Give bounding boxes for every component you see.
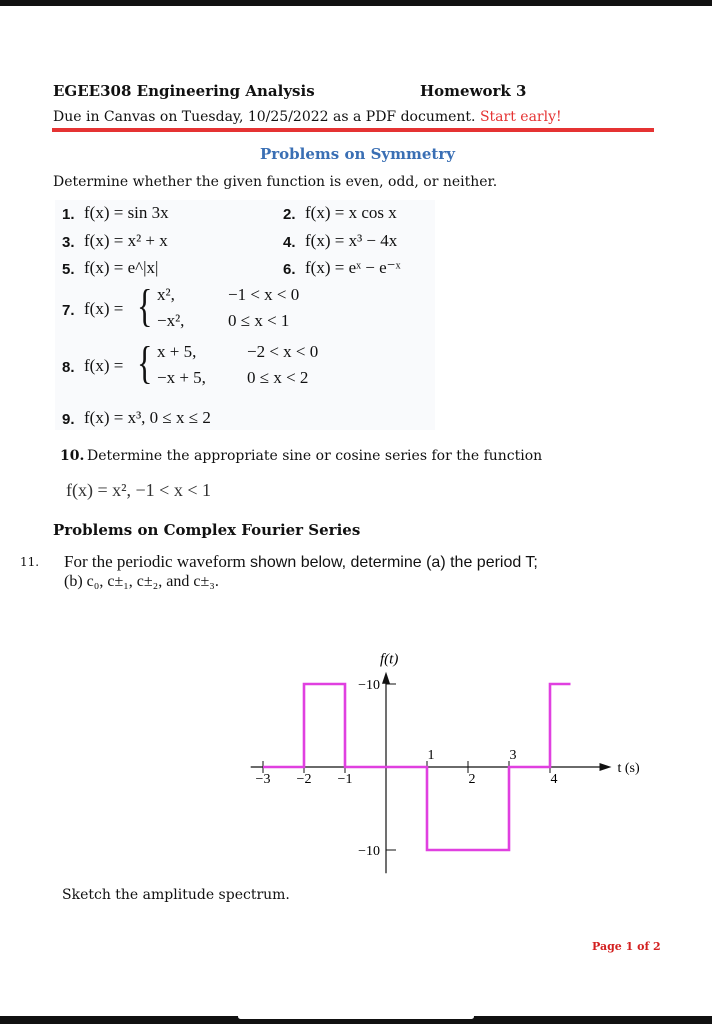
item-5-number: 5. [62, 261, 75, 278]
y-axis-label: f(t) [380, 651, 399, 668]
x-tick-label: 3 [509, 748, 517, 763]
due-text: Due in Canvas on Tuesday, 10/25/2022 as a PDF document. [53, 109, 476, 125]
y-axis-arrow [382, 672, 390, 684]
x-axis-arrow [600, 763, 612, 771]
complex-heading: Problems on Complex Fourier Series [53, 521, 361, 539]
home-indicator [238, 1014, 474, 1019]
x-tick-label: 4 [550, 772, 558, 787]
x-axis-label: t (s) [617, 761, 640, 776]
item-4-number: 4. [283, 234, 296, 251]
x-tick-label: 1 [427, 748, 435, 763]
item-1-expr: f(x) = sin 3x [84, 203, 169, 222]
y-tick-label: −10 [358, 678, 380, 693]
item-7-case-1-value: x², [157, 285, 175, 304]
due-line [53, 109, 562, 125]
x-tick-label: −3 [255, 772, 271, 787]
item-6-expr: f(x) = eˣ − e⁻ˣ [305, 258, 401, 277]
item-10-number: 10. [60, 448, 85, 464]
page-number: Page 1 of 2 [592, 940, 661, 953]
item-8-lhs: f(x) = [84, 356, 124, 375]
item-8-case-1-value: x + 5, [157, 342, 197, 361]
assignment-title: Homework 3 [420, 82, 527, 100]
due-emphasis: Start early! [479, 109, 562, 125]
item-6-number: 6. [283, 261, 296, 278]
item-2-number: 2. [283, 206, 296, 223]
item-7-case-1-range: −1 < x < 0 [228, 285, 300, 304]
item-7-case-2-range: 0 ≤ x < 1 [228, 311, 290, 330]
item-8-case-2-range: 0 ≤ x < 2 [247, 368, 309, 387]
y-tick-label: −10 [358, 844, 380, 859]
item-11-number: 11. [20, 555, 40, 569]
item-8-brace: { [137, 337, 153, 388]
x-tick-label: −2 [296, 772, 312, 787]
item-3-expr: f(x) = x² + x [84, 231, 168, 250]
header-divider [52, 128, 654, 132]
course-title: EGEE308 Engineering Analysis [53, 82, 315, 100]
item-9-expr: f(x) = x³, 0 ≤ x ≤ 2 [84, 408, 211, 427]
item-5-expr: f(x) = e^|x| [84, 258, 159, 277]
item-9-number: 9. [62, 411, 75, 428]
item-11-line1-a: For the periodic waveform [64, 552, 246, 571]
waveform-chart [0, 600, 712, 890]
item-10-text: Determine the appropriate sine or cosine series for the function [87, 448, 543, 464]
item-7-number: 7. [62, 302, 75, 319]
item-1-number: 1. [62, 206, 75, 223]
item-4-expr: f(x) = x³ − 4x [305, 231, 398, 250]
item-7-case-2-value: −x², [157, 311, 185, 330]
item-8-case-2-value: −x + 5, [157, 368, 206, 387]
item-7-lhs: f(x) = [84, 299, 124, 318]
item-11-line1-b: shown below, determine (a) the period T; [250, 554, 538, 571]
symmetry-instruction: Determine whether the given function is even, odd, or neither. [53, 174, 498, 190]
x-tick-label: −1 [337, 772, 353, 787]
top-bar [0, 0, 712, 6]
item-3-number: 3. [62, 234, 75, 251]
item-11-line2: (b) c₀, c±₁, c±₂, and c±₃. [64, 573, 219, 590]
item-2-expr: f(x) = x cos x [305, 203, 397, 222]
item-8-case-1-range: −2 < x < 0 [247, 342, 319, 361]
item-10-expr: f(x) = x², −1 < x < 1 [66, 480, 211, 500]
sketch-instruction: Sketch the amplitude spectrum. [62, 887, 290, 903]
symmetry-heading: Problems on Symmetry [260, 145, 455, 163]
item-7-brace: { [137, 280, 153, 331]
x-tick-label: 2 [468, 772, 476, 787]
item-8-number: 8. [62, 359, 75, 376]
item-11-line1 [64, 552, 538, 572]
